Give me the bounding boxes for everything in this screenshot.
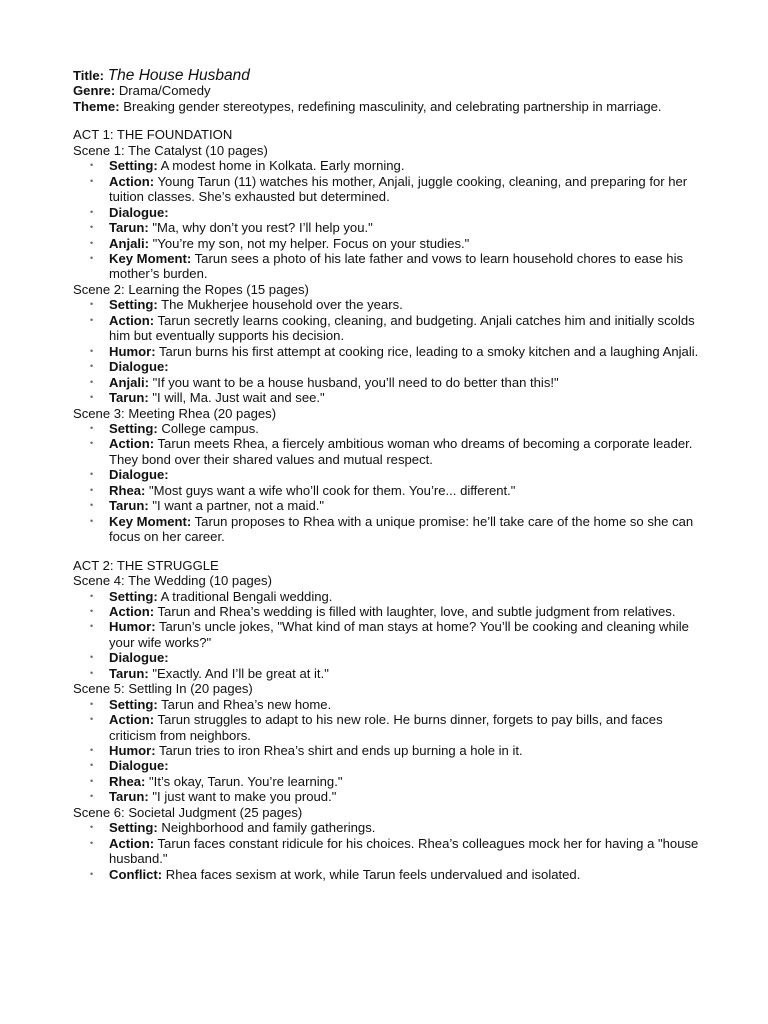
- bullet-text: Tarun’s uncle jokes, "What kind of man stays at home? You’ll be cooking and cleaning while your wife works?": [109, 619, 689, 650]
- bullet-item: [73, 436, 703, 467]
- bullet-item: [73, 205, 703, 220]
- act-heading: ACT 2: THE STRUGGLE: [73, 557, 219, 573]
- title-line: [73, 68, 703, 83]
- scene-heading: Scene 5: Settling In (20 pages): [73, 681, 253, 697]
- bullet-label: Setting:: [109, 696, 158, 712]
- bullet-text: "I want a partner, not a maid.": [152, 498, 325, 514]
- bullet-text: "I just want to make you proud.": [152, 789, 337, 805]
- bullet-text: "Most guys want a wife who’ll cook for them. You’re... different.": [149, 482, 516, 498]
- theme-label: Theme:: [73, 98, 120, 114]
- bullet-label: Humor:: [109, 619, 156, 635]
- bullet-text: "It’s okay, Tarun. You’re learning.": [149, 773, 343, 789]
- bullet-label: Dialogue:: [109, 758, 169, 774]
- scene-bullet-list: [73, 589, 703, 682]
- genre-label: Genre:: [73, 83, 116, 99]
- scene-bullet-list: [73, 297, 703, 405]
- bullet-item: [73, 359, 703, 374]
- bullet-label: Tarun:: [109, 220, 149, 236]
- bullet-text: Tarun burns his first attempt at cooking rice, leading to a smoky kitchen and a laughing Anjali.: [158, 343, 699, 359]
- bullet-text: Rhea faces sexism at work, while Tarun feels undervalued and isolated.: [165, 866, 581, 882]
- bullet-label: Action:: [109, 712, 155, 728]
- section-spacer: [73, 114, 703, 127]
- scene-bullet-list: [73, 158, 703, 282]
- bullet-item: [73, 421, 703, 436]
- scene-heading: Scene 4: The Wedding (10 pages): [73, 573, 272, 589]
- acts-container: [73, 114, 703, 882]
- bullet-text: Tarun and Rhea’s new home.: [161, 696, 332, 712]
- bullet-label: Humor:: [109, 343, 156, 359]
- bullet-item: [73, 467, 703, 482]
- bullet-label: Action:: [109, 173, 155, 189]
- bullet-item: [73, 313, 703, 344]
- bullet-item: [73, 220, 703, 235]
- bullet-text: Tarun struggles to adapt to his new role. He burns dinner, forgets to pay bills, and faces criticism from neighbors.: [109, 712, 663, 743]
- bullet-label: Anjali:: [109, 374, 150, 390]
- bullet-item: [73, 619, 703, 650]
- bullet-item: [73, 697, 703, 712]
- bullet-label: Tarun:: [109, 665, 149, 681]
- bullet-label: Key Moment:: [109, 513, 192, 529]
- scene-bullet-list: [73, 697, 703, 805]
- scene-heading: Scene 3: Meeting Rhea (20 pages): [73, 405, 277, 421]
- bullet-text: "Exactly. And I’ll be great at it.": [152, 665, 329, 681]
- bullet-item: [73, 174, 703, 205]
- theme-value: Breaking gender stereotypes, redefining masculinity, and celebrating partnership in marriage.: [123, 98, 662, 114]
- bullet-item: [73, 251, 703, 282]
- bullet-item: [73, 514, 703, 545]
- title-label: Title:: [73, 68, 105, 83]
- bullet-item: [73, 712, 703, 743]
- bullet-label: Dialogue:: [109, 650, 169, 666]
- bullet-item: [73, 158, 703, 173]
- bullet-label: Action:: [109, 436, 155, 452]
- bullet-item: [73, 498, 703, 513]
- section-spacer: [73, 545, 703, 558]
- bullet-item: [73, 604, 703, 619]
- document-title: The House Husband: [107, 67, 250, 84]
- bullet-label: Rhea:: [109, 773, 146, 789]
- genre-value: Drama/Comedy: [118, 83, 211, 99]
- bullet-label: Setting:: [109, 588, 158, 604]
- bullet-item: [73, 867, 703, 882]
- bullet-text: Young Tarun (11) watches his mother, Anjali, juggle cooking, cleaning, and preparing for her tuition classes. She’s exhausted but determined.: [109, 173, 688, 205]
- bullet-item: [73, 344, 703, 359]
- bullet-label: Action:: [109, 835, 155, 851]
- bullet-label: Dialogue:: [109, 204, 169, 220]
- scene-bullet-list: [73, 421, 703, 545]
- bullet-text: A traditional Bengali wedding.: [160, 588, 333, 604]
- bullet-text: Tarun faces constant ridicule for his choices. Rhea’s colleagues mock her for having a "house husband.": [109, 835, 699, 867]
- bullet-label: Setting:: [109, 420, 158, 436]
- bullet-label: Conflict:: [109, 866, 163, 882]
- scene-heading: Scene 1: The Catalyst (10 pages): [73, 142, 268, 158]
- bullet-text: "I will, Ma. Just wait and see.": [152, 390, 325, 406]
- bullet-item: [73, 758, 703, 773]
- bullet-item: [73, 820, 703, 835]
- bullet-label: Anjali:: [109, 235, 150, 251]
- bullet-label: Action:: [109, 603, 155, 619]
- bullet-item: [73, 774, 703, 789]
- bullet-item: [73, 236, 703, 251]
- bullet-item: [73, 375, 703, 390]
- bullet-text: Tarun and Rhea’s wedding is filled with laughter, love, and subtle judgment from relatives.: [157, 603, 676, 619]
- scene-heading: Scene 2: Learning the Ropes (15 pages): [73, 281, 309, 297]
- bullet-text: Tarun secretly learns cooking, cleaning, and budgeting. Anjali catches him and initially scolds him but eventually supports his decision.: [109, 312, 695, 344]
- bullet-text: "Ma, why don’t you rest? I’ll help you.": [152, 220, 373, 236]
- screenplay-outline-document: [73, 68, 703, 882]
- bullet-item: [73, 789, 703, 804]
- bullet-item: [73, 743, 703, 758]
- act-heading: ACT 1: THE FOUNDATION: [73, 127, 233, 143]
- bullet-text: Tarun meets Rhea, a fiercely ambitious woman who dreams of becoming a corporate leader. They bond over their shared values and mutual respect.: [109, 436, 693, 467]
- bullet-label: Setting:: [109, 158, 158, 174]
- bullet-text: Tarun tries to iron Rhea’s shirt and ends up burning a hole in it.: [158, 743, 523, 759]
- bullet-label: Action:: [109, 312, 155, 328]
- scene-bullet-list: [73, 820, 703, 882]
- bullet-text: Tarun sees a photo of his late father and vows to learn household chores to ease his mother’s burden.: [109, 250, 684, 282]
- bullet-label: Rhea:: [109, 482, 146, 498]
- bullet-label: Setting:: [109, 820, 158, 836]
- bullet-text: "You’re my son, not my helper. Focus on your studies.": [152, 235, 470, 251]
- genre-line: [73, 83, 703, 98]
- bullet-label: Setting:: [109, 297, 158, 313]
- bullet-label: Key Moment:: [109, 250, 192, 266]
- bullet-text: Tarun proposes to Rhea with a unique promise: he’ll take care of the home so she can focus on her career.: [109, 513, 694, 545]
- bullet-text: The Mukherjee household over the years.: [161, 297, 403, 313]
- bullet-item: [73, 297, 703, 312]
- bullet-label: Humor:: [109, 743, 156, 759]
- bullet-item: [73, 483, 703, 498]
- bullet-text: College campus.: [161, 420, 259, 436]
- bullet-label: Tarun:: [109, 498, 149, 514]
- bullet-item: [73, 650, 703, 665]
- theme-line: [73, 99, 703, 114]
- bullet-item: [73, 589, 703, 604]
- bullet-text: "If you want to be a house husband, you’ll need to do better than this!": [152, 374, 559, 390]
- scene-heading: Scene 6: Societal Judgment (25 pages): [73, 804, 303, 820]
- bullet-item: [73, 666, 703, 681]
- bullet-label: Dialogue:: [109, 359, 169, 375]
- bullet-item: [73, 390, 703, 405]
- bullet-text: Neighborhood and family gatherings.: [161, 820, 376, 836]
- bullet-label: Dialogue:: [109, 467, 169, 483]
- bullet-item: [73, 836, 703, 867]
- bullet-label: Tarun:: [109, 789, 149, 805]
- bullet-text: A modest home in Kolkata. Early morning.: [160, 158, 405, 174]
- bullet-label: Tarun:: [109, 390, 149, 406]
